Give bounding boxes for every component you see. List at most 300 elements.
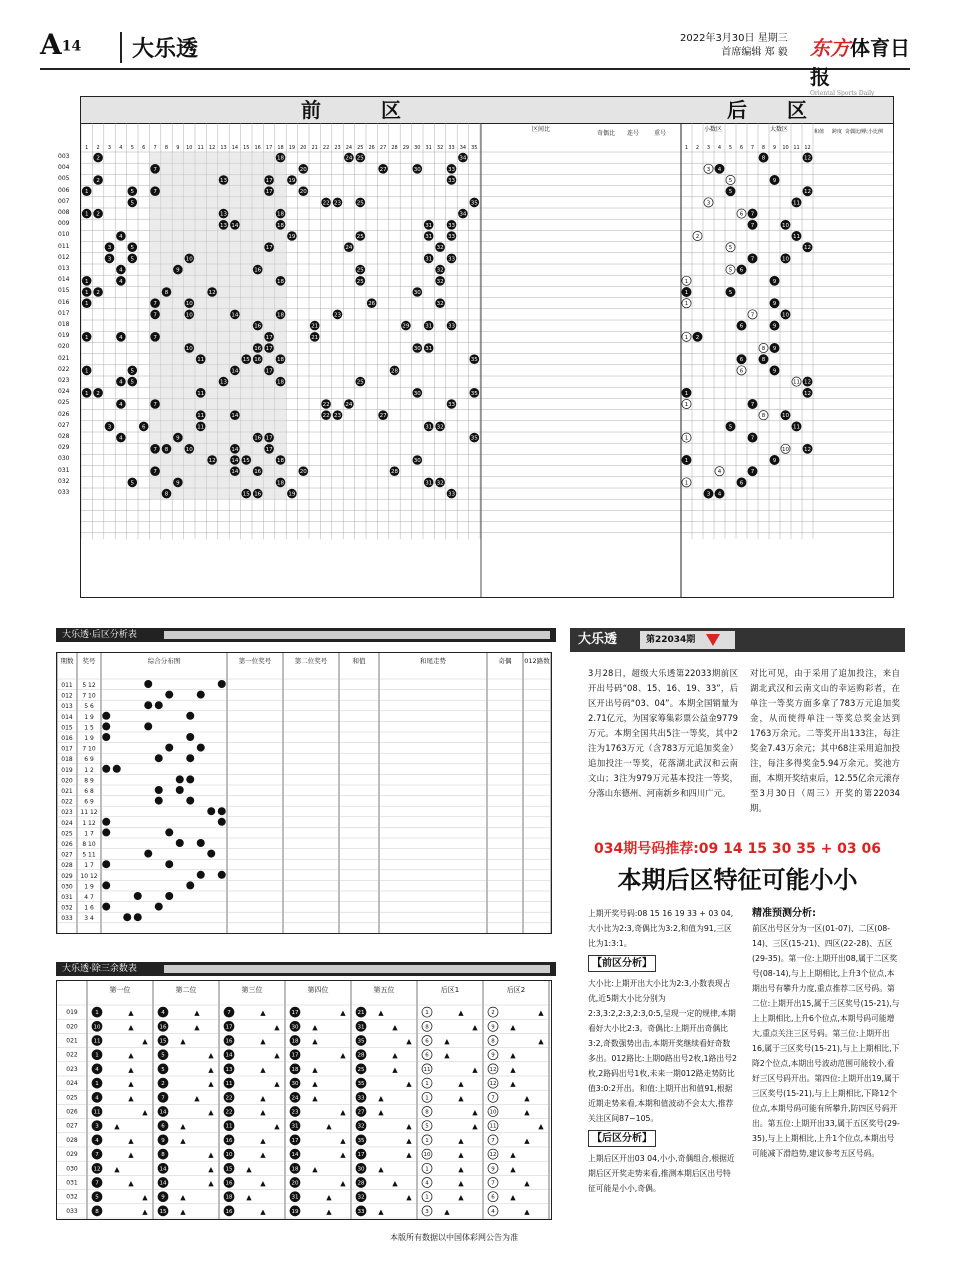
front-ball (82, 388, 92, 398)
front-ball (264, 332, 274, 342)
svg-text:19: 19 (288, 234, 296, 240)
svg-text:17: 17 (265, 189, 273, 196)
svg-text:5: 5 (130, 245, 135, 252)
svg-text:28: 28 (391, 368, 398, 375)
analysis-ball (155, 754, 163, 762)
rem-mark: ▲ (524, 1207, 530, 1216)
svg-text:18: 18 (277, 145, 284, 151)
issue-label: 011 (58, 242, 70, 250)
svg-text:9: 9 (176, 480, 180, 487)
front-ball (82, 209, 92, 219)
rem-mark: ▲ (378, 1009, 384, 1018)
back-ball (781, 444, 790, 453)
svg-text:2: 2 (161, 1081, 165, 1088)
svg-text:17: 17 (291, 1010, 299, 1017)
back-ball (726, 243, 735, 252)
rem-header: 第五位 (373, 986, 395, 994)
front-ball (321, 198, 331, 208)
rem-mark: ▲ (180, 1122, 186, 1131)
front-ball (150, 444, 160, 454)
front-ball (173, 265, 183, 275)
svg-text:10: 10 (186, 145, 193, 151)
analysis-header: 期数 (60, 657, 74, 665)
analysis-issue: 024 (61, 819, 73, 827)
svg-text:14: 14 (231, 469, 239, 476)
rem-mark: ▲ (340, 1051, 346, 1060)
svg-text:1: 1 (95, 1010, 99, 1017)
svg-text:25: 25 (356, 379, 364, 386)
rem-mark: ▲ (260, 1108, 266, 1117)
svg-text:5: 5 (728, 290, 733, 296)
svg-text:18: 18 (277, 222, 284, 229)
svg-text:2: 2 (96, 155, 100, 162)
svg-text:8: 8 (761, 145, 766, 151)
front-ball (344, 242, 354, 252)
front-ball (116, 265, 126, 275)
svg-text:18: 18 (277, 278, 284, 285)
back-ball (770, 175, 779, 184)
rem-mark: ▲ (208, 1108, 214, 1117)
rem-mark: ▲ (378, 1094, 384, 1103)
rem-mark: ▲ (472, 1065, 478, 1074)
rem-mark: ▲ (208, 1065, 214, 1074)
back-ball (748, 433, 757, 442)
trend-chart-table (80, 96, 894, 598)
front-ball (424, 254, 434, 264)
analysis-header: 第一位奖号 (238, 657, 272, 665)
analysis-draw: 11 12 (80, 809, 98, 817)
svg-text:16: 16 (254, 267, 262, 274)
svg-text:16: 16 (254, 357, 262, 364)
svg-text:1: 1 (684, 301, 689, 308)
svg-text:11: 11 (793, 234, 800, 240)
svg-text:8: 8 (425, 1109, 429, 1116)
rem-mark: ▲ (274, 1023, 280, 1032)
svg-text:7: 7 (153, 446, 157, 453)
svg-text:7: 7 (750, 222, 755, 229)
svg-text:13: 13 (225, 1066, 233, 1073)
front-ball (242, 354, 252, 364)
front-ball (82, 186, 92, 196)
front-sub-header: 奇偶比 (596, 130, 616, 137)
svg-text:33: 33 (448, 402, 455, 408)
front-ball (93, 175, 103, 185)
svg-text:4: 4 (717, 491, 722, 498)
analysis-ball (186, 733, 194, 741)
analysis-issue: 013 (61, 703, 73, 711)
svg-text:19: 19 (288, 145, 296, 151)
back-ball (715, 489, 724, 498)
analysis-ball (102, 828, 110, 836)
svg-text:4: 4 (119, 379, 123, 386)
svg-text:5: 5 (161, 1066, 165, 1073)
front-ball (253, 354, 263, 364)
svg-text:31: 31 (425, 346, 433, 352)
back-ball (803, 187, 812, 196)
svg-text:1: 1 (684, 145, 689, 151)
front-ball (264, 366, 274, 376)
svg-text:8: 8 (95, 1208, 99, 1215)
svg-text:13: 13 (220, 222, 227, 229)
issue-label: 027 (58, 421, 70, 429)
analysis-draw: 1 7 (84, 830, 94, 838)
svg-text:11: 11 (225, 1081, 233, 1088)
rem-issue: 032 (66, 1193, 78, 1201)
remainder-table-title: 大乐透·除三余数表 (56, 962, 556, 976)
front-ball (321, 399, 331, 409)
svg-text:16: 16 (159, 1024, 167, 1031)
svg-text:12: 12 (489, 1081, 497, 1088)
analysis-ball (218, 871, 226, 879)
svg-text:1: 1 (84, 189, 89, 196)
rem-mark: ▲ (458, 1179, 464, 1188)
svg-text:10: 10 (782, 413, 789, 420)
svg-text:12: 12 (804, 145, 811, 151)
svg-text:3: 3 (425, 1208, 429, 1215)
svg-text:11: 11 (93, 1038, 101, 1045)
front-ball (139, 422, 149, 432)
front-ball (435, 276, 445, 286)
svg-text:7: 7 (153, 189, 157, 196)
front-ball (413, 164, 423, 174)
svg-text:12: 12 (804, 379, 811, 386)
analysis-ball (186, 775, 194, 783)
svg-text:9: 9 (772, 278, 777, 285)
rem-mark: ▲ (142, 1037, 148, 1046)
rem-mark: ▲ (326, 1207, 332, 1216)
back-ball (792, 198, 801, 207)
back-ball (792, 377, 801, 386)
front-ball (413, 388, 423, 398)
svg-text:16: 16 (225, 1180, 233, 1187)
svg-text:22: 22 (225, 1095, 233, 1102)
svg-text:9: 9 (491, 1166, 495, 1173)
front-ball (219, 220, 229, 230)
front-ball (333, 410, 343, 420)
svg-text:6: 6 (739, 211, 744, 218)
analysis-ball (197, 691, 205, 699)
back-ball (682, 287, 691, 296)
analysis-ball (134, 913, 142, 921)
svg-text:35: 35 (470, 435, 478, 442)
svg-text:11: 11 (423, 1066, 431, 1073)
svg-text:1: 1 (684, 435, 689, 442)
svg-text:22: 22 (322, 145, 330, 151)
rem-mark: ▲ (340, 1009, 346, 1018)
back-ball (726, 265, 735, 274)
rem-mark: ▲ (524, 1136, 530, 1145)
front-ball (299, 164, 309, 174)
svg-text:33: 33 (448, 166, 455, 173)
analysis-header: 012路数 (524, 657, 550, 665)
svg-text:24: 24 (345, 402, 353, 408)
svg-text:1: 1 (85, 145, 89, 151)
back-ball (682, 388, 691, 397)
analysis-header: 综合分布图 (147, 657, 181, 665)
back-sub-header: 小数区 (703, 126, 723, 133)
analysis-ball (102, 818, 110, 826)
svg-text:10: 10 (185, 446, 193, 453)
svg-text:35: 35 (470, 200, 478, 207)
svg-text:33: 33 (448, 234, 455, 240)
front-ball (173, 433, 183, 443)
svg-text:17: 17 (265, 346, 273, 352)
interval-header: 区间比 (531, 126, 551, 133)
analysis-ball (197, 744, 205, 752)
svg-text:17: 17 (265, 446, 273, 453)
front-ball (264, 343, 274, 353)
svg-text:10: 10 (782, 222, 789, 229)
svg-text:6: 6 (425, 1038, 429, 1045)
front-ball (150, 186, 160, 196)
analysis-ball (144, 701, 152, 709)
svg-text:31: 31 (425, 234, 433, 240)
analysis-issue: 021 (61, 788, 73, 795)
front-ball (128, 242, 138, 252)
svg-text:18: 18 (277, 458, 284, 464)
svg-text:9: 9 (772, 145, 777, 151)
svg-text:31: 31 (291, 1194, 299, 1201)
svg-text:7: 7 (153, 166, 157, 173)
rem-mark: ▲ (406, 1122, 412, 1131)
svg-text:9: 9 (772, 346, 777, 352)
svg-text:14: 14 (159, 1166, 167, 1173)
analysis-issue: 016 (61, 735, 73, 742)
rem-mark: ▲ (510, 1080, 516, 1089)
analysis-issue: 015 (61, 724, 73, 732)
analysis-ball (165, 691, 173, 699)
svg-text:10: 10 (185, 256, 193, 263)
issue-label: 010 (58, 231, 70, 239)
back-ball (792, 422, 801, 431)
rem-issue: 021 (66, 1037, 78, 1045)
front-ball (276, 220, 286, 230)
svg-text:6: 6 (142, 145, 146, 151)
back-ball (704, 198, 713, 207)
front-ball (435, 298, 445, 308)
analysis-ball (144, 850, 152, 858)
analysis-draw: 6 8 (84, 788, 94, 795)
front-ball (344, 399, 354, 409)
front-ball (82, 287, 92, 297)
rem-mark: ▲ (208, 1151, 214, 1160)
svg-text:15: 15 (242, 491, 250, 498)
analysis-ball (165, 744, 173, 752)
remainder-grid (57, 981, 551, 1219)
svg-text:7: 7 (491, 1137, 495, 1144)
front-ball (128, 198, 138, 208)
svg-text:6: 6 (739, 368, 744, 375)
rem-mark: ▲ (208, 1179, 214, 1188)
svg-text:13: 13 (220, 211, 227, 218)
back-col-header: 和值 (813, 129, 825, 135)
front-ball (344, 153, 354, 163)
back-ball (803, 153, 812, 162)
svg-text:18: 18 (277, 357, 284, 364)
rem-mark: ▲ (458, 1094, 464, 1103)
svg-text:23: 23 (334, 312, 341, 319)
front-ball (105, 422, 115, 432)
analysis-ball (102, 733, 110, 741)
analysis-ball (218, 807, 226, 815)
back-analysis-grid (57, 653, 551, 933)
svg-text:7: 7 (491, 1180, 495, 1187)
page-number: A14 (40, 28, 82, 61)
analysis-issue: 030 (61, 883, 73, 891)
rem-mark: ▲ (246, 1165, 252, 1174)
front-ball (264, 444, 274, 454)
analysis-ball (197, 839, 205, 847)
svg-text:35: 35 (470, 357, 478, 364)
front-ball (424, 231, 434, 241)
front-ball (185, 310, 195, 320)
issue-label: 021 (58, 354, 70, 362)
svg-text:15: 15 (225, 1166, 233, 1173)
front-ball (458, 209, 468, 219)
svg-text:31: 31 (425, 480, 433, 487)
rem-mark: ▲ (312, 1065, 318, 1074)
svg-text:1: 1 (425, 1095, 429, 1102)
svg-text:16: 16 (225, 1038, 233, 1045)
svg-text:8: 8 (761, 357, 766, 364)
svg-text:12: 12 (208, 145, 216, 151)
front-ball (435, 265, 445, 275)
analysis-ball (113, 765, 121, 773)
issue-label: 033 (58, 489, 70, 496)
front-ball (105, 254, 115, 264)
recommendation: 034期号码推荐:09 14 15 30 35 + 03 06 (593, 841, 882, 857)
svg-text:4: 4 (161, 1010, 165, 1017)
svg-text:4: 4 (717, 145, 722, 151)
rem-mark: ▲ (510, 1065, 516, 1074)
svg-text:12: 12 (804, 245, 811, 252)
back-ball (682, 478, 691, 487)
svg-text:27: 27 (379, 145, 387, 151)
rem-mark: ▲ (406, 1037, 412, 1046)
rem-mark: ▲ (472, 1122, 478, 1131)
front-ball (447, 175, 457, 185)
svg-text:20: 20 (299, 166, 307, 173)
svg-text:31: 31 (425, 145, 432, 151)
rem-mark: ▲ (510, 1193, 516, 1202)
rem-issue: 023 (66, 1065, 78, 1073)
front-ball (253, 265, 263, 275)
svg-text:17: 17 (265, 334, 273, 341)
svg-text:9: 9 (772, 301, 777, 308)
svg-text:27: 27 (379, 413, 387, 420)
svg-text:28: 28 (357, 1052, 365, 1059)
front-ball (458, 153, 468, 163)
back-sub-header: 大数区 (769, 126, 789, 133)
svg-text:33: 33 (448, 256, 455, 263)
front-ball (413, 287, 423, 297)
svg-text:30: 30 (413, 346, 421, 352)
svg-text:32: 32 (436, 245, 444, 252)
svg-text:17: 17 (225, 1024, 233, 1031)
svg-text:8: 8 (761, 413, 766, 420)
issue-label: 022 (58, 365, 70, 373)
rem-mark: ▲ (274, 1122, 280, 1131)
front-ball (447, 220, 457, 230)
back-col-header: 奇偶比例 (844, 129, 866, 135)
svg-text:7: 7 (750, 256, 755, 263)
svg-text:11: 11 (93, 1109, 101, 1116)
analysis-header: 奇偶 (498, 657, 512, 665)
svg-text:5: 5 (728, 424, 733, 431)
front-ball (378, 164, 388, 174)
svg-text:34: 34 (459, 155, 467, 162)
svg-text:1: 1 (684, 402, 689, 408)
front-ball (253, 466, 263, 476)
svg-text:5: 5 (130, 189, 135, 196)
analysis-ball (186, 797, 194, 805)
back-ball (770, 276, 779, 285)
front-ball (276, 377, 286, 387)
svg-text:1: 1 (684, 458, 689, 464)
svg-text:4: 4 (119, 234, 123, 240)
rem-mark: ▲ (260, 1151, 266, 1160)
svg-text:2: 2 (96, 145, 100, 151)
rem-issue: 028 (66, 1136, 78, 1144)
svg-text:11: 11 (197, 413, 205, 420)
analysis-draw: 8 10 (82, 841, 96, 848)
svg-text:30: 30 (413, 166, 421, 173)
svg-text:12: 12 (208, 290, 216, 296)
svg-text:25: 25 (356, 155, 364, 162)
rem-mark: ▲ (510, 1151, 516, 1160)
rem-mark: ▲ (458, 1009, 464, 1018)
svg-text:8: 8 (761, 346, 766, 352)
rem-issue: 020 (66, 1023, 78, 1031)
front-ball (150, 310, 160, 320)
svg-text:2: 2 (695, 145, 700, 151)
svg-text:16: 16 (254, 491, 262, 498)
svg-text:9: 9 (176, 435, 180, 442)
rem-issue: 029 (66, 1151, 78, 1159)
svg-text:20: 20 (291, 1180, 299, 1187)
front-ball (162, 444, 172, 454)
svg-text:21: 21 (357, 1010, 365, 1017)
front-ball (356, 276, 366, 286)
front-ball (162, 489, 172, 499)
analysis-draw: 1 6 (84, 904, 94, 912)
rem-mark: ▲ (142, 1193, 148, 1202)
svg-text:1: 1 (84, 390, 89, 397)
issue-label: 031 (58, 466, 70, 474)
front-ball (82, 332, 92, 342)
rem-mark: ▲ (274, 1051, 280, 1060)
svg-text:6: 6 (739, 323, 744, 330)
rem-mark: ▲ (378, 1165, 384, 1174)
svg-text:10: 10 (93, 1024, 101, 1031)
rem-mark: ▲ (312, 1094, 318, 1103)
analysis-draw: 5 11 (82, 851, 96, 859)
svg-text:7: 7 (161, 1095, 165, 1102)
svg-text:33: 33 (448, 222, 455, 229)
back-ball (759, 355, 768, 364)
rem-mark: ▲ (194, 1023, 200, 1032)
svg-text:33: 33 (448, 178, 455, 184)
rem-mark: ▲ (340, 1136, 346, 1145)
rem-mark: ▲ (180, 1193, 186, 1202)
front-ball (424, 321, 434, 331)
svg-text:32: 32 (357, 1123, 365, 1130)
issue-label: 026 (58, 410, 70, 418)
svg-text:4: 4 (95, 1095, 99, 1102)
issue-label: 014 (58, 276, 70, 284)
front-ball (356, 377, 366, 387)
svg-text:17: 17 (291, 1137, 299, 1144)
